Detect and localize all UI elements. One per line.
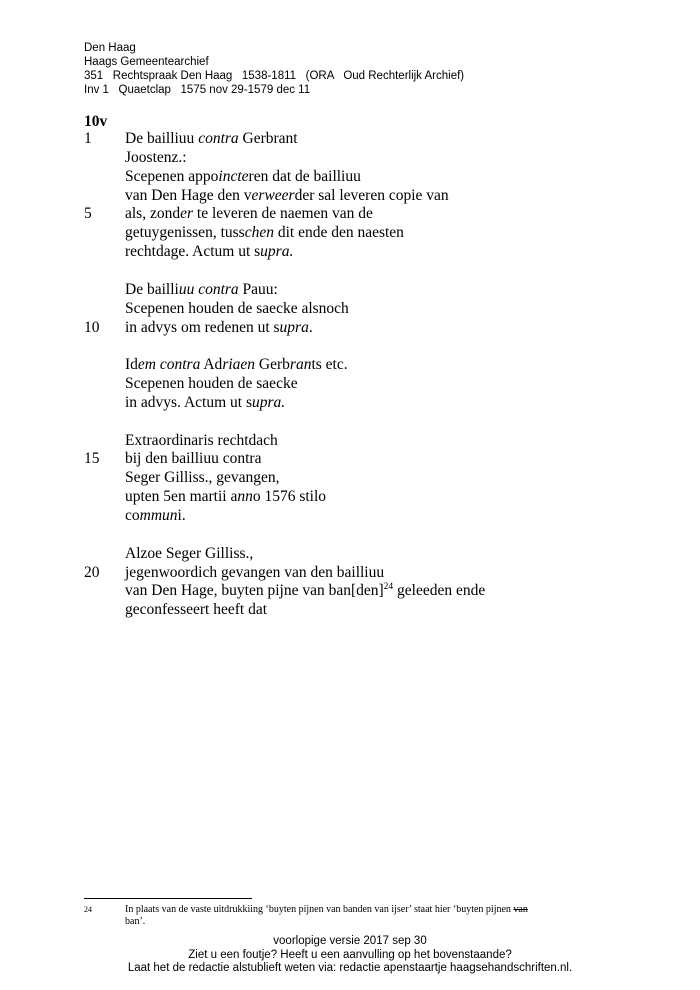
footnote-struck-word: van <box>513 904 528 915</box>
text-segment: upten 5en martii a <box>125 488 238 506</box>
line-number: 20 <box>84 563 100 581</box>
expanded-abbreviation: incte <box>218 167 249 185</box>
text-segment: ren dat de bailliuu <box>248 167 361 185</box>
text-segment: getuygenissen, tuss <box>125 224 245 242</box>
line-text <box>125 432 278 450</box>
text-segment: bij den bailliuu contra <box>125 450 262 468</box>
transcription-line <box>0 130 700 149</box>
text-segment: dit ende den naesten <box>273 224 404 242</box>
line-text <box>125 469 280 487</box>
line-text <box>125 394 285 412</box>
text-segment: co <box>125 507 140 524</box>
transcription-line <box>0 337 700 356</box>
text-segment: Extraordinaris rechtdach <box>125 431 278 449</box>
folio-label: 10v <box>84 113 108 130</box>
text-segment: als, zond <box>125 205 181 223</box>
line-text <box>125 356 348 374</box>
transcription-line <box>0 564 700 583</box>
text-segment: Scepenen houden de saecke <box>125 375 298 393</box>
text-segment: jegenwoordich gevangen van den bailliuu <box>125 563 385 581</box>
line-text <box>125 545 253 563</box>
footnote-text-end: ban’. <box>125 916 146 927</box>
transcription-line <box>0 356 700 375</box>
text-segment: in advys. Actum ut s <box>125 393 253 411</box>
text-segment: Gerb <box>255 356 290 374</box>
text-segment: o 1576 stilo <box>252 488 327 506</box>
footnote-text-main: In plaats van de vaste uitdrukkiing ‘buyten pijnen van banden van ijser’ staat hier ‘buyten pijnen <box>125 904 514 915</box>
expanded-abbreviation: nn <box>237 488 253 506</box>
line-text <box>125 507 186 525</box>
transcription-line <box>0 507 700 526</box>
transcription-line <box>0 469 700 488</box>
transcription-line <box>0 394 700 413</box>
line-number: 1 <box>84 130 92 147</box>
line-text <box>125 205 373 223</box>
footnote-reference: 24 <box>383 582 394 593</box>
line-text <box>125 243 293 261</box>
text-segment: Gerbrant <box>238 130 298 147</box>
line-text <box>125 601 267 619</box>
expanded-abbreviation: chen <box>244 224 274 242</box>
transcription-line <box>0 545 700 564</box>
text-segment: geleeden ende <box>393 582 486 600</box>
text-segment: Pauu: <box>238 280 278 298</box>
expanded-abbreviation: riaen <box>222 356 256 374</box>
expanded-abbreviation: erweer <box>251 186 295 204</box>
footer-contact: Laat het de redactie alstublieft weten via: redactie apenstaartje haagsehandschriften.nl. <box>127 962 573 974</box>
transcription-line <box>0 526 700 545</box>
text-segment: geconfesseert heeft dat <box>125 601 268 619</box>
text-segment: Ad <box>200 356 223 374</box>
expanded-abbreviation: upra <box>279 318 309 336</box>
text-segment: Scepenen appo <box>125 167 219 185</box>
line-number: 10 <box>84 318 100 336</box>
transcription-line <box>0 450 700 469</box>
transcription-line <box>0 187 700 206</box>
text-segment: Joostenz.: <box>125 148 187 166</box>
line-text <box>125 564 384 582</box>
expanded-abbreviation: mmun <box>139 507 178 524</box>
transcription-line <box>0 149 700 168</box>
transcription-line <box>0 488 700 507</box>
expanded-abbreviation: upra. <box>260 243 294 261</box>
transcription-line <box>0 168 700 187</box>
line-text <box>125 582 485 600</box>
transcription-line <box>0 300 700 319</box>
transcription-line <box>0 582 700 601</box>
expanded-abbreviation: em contra <box>137 356 201 374</box>
line-text <box>125 130 298 148</box>
line-text <box>125 187 449 205</box>
expanded-abbreviation: uu contra <box>178 280 239 298</box>
line-text <box>125 450 261 468</box>
footnote-divider <box>84 898 252 899</box>
expanded-abbreviation: er <box>180 205 194 223</box>
text-segment: te leveren de naemen van de <box>193 205 373 223</box>
footnote-text <box>125 904 610 928</box>
footnote-number: 24 <box>84 905 92 914</box>
transcription-line <box>0 262 700 281</box>
expanded-abbreviation: upra. <box>252 393 286 411</box>
line-text <box>125 300 349 318</box>
header-inventory: Inv 1 Quaetclap 1575 nov 29-1579 dec 11 <box>84 84 311 96</box>
text-segment: der sal leveren copie van <box>294 186 449 204</box>
transcription-line <box>0 243 700 262</box>
transcription-line <box>0 601 700 620</box>
line-text <box>125 375 298 393</box>
transcription-line <box>0 432 700 451</box>
text-segment: Scepenen houden de saecke alsnoch <box>125 299 349 317</box>
text-segment: van Den Hage, buyten pijne van ban[den] <box>125 582 384 600</box>
text-segment: De bailli <box>125 280 179 298</box>
text-segment: ts etc. <box>311 356 348 374</box>
transcription-line <box>0 319 700 338</box>
line-text <box>125 488 326 506</box>
text-segment: Id <box>125 356 138 374</box>
expanded-abbreviation: ran <box>289 356 312 374</box>
header-archive: Haags Gemeentearchief <box>84 56 209 68</box>
transcription-line <box>0 375 700 394</box>
document-header <box>84 41 464 97</box>
header-city: Den Haag <box>84 42 136 54</box>
line-number: 15 <box>84 450 100 468</box>
text-segment: De bailliuu <box>125 130 199 147</box>
footer-question: Ziet u een foutje? Heeft u een aanvulling op het bovenstaande? <box>188 949 512 961</box>
line-text <box>125 224 404 242</box>
text-segment: Seger Gilliss., gevangen, <box>125 469 280 487</box>
line-text <box>125 168 361 186</box>
transcription-line <box>0 224 700 243</box>
text-segment: . <box>308 318 313 336</box>
transcription-line <box>0 205 700 224</box>
text-segment: in advys om redenen ut s <box>125 318 280 336</box>
line-text <box>125 319 313 337</box>
text-segment: Alzoe Seger Gilliss., <box>125 544 254 562</box>
text-segment: i. <box>177 507 186 524</box>
text-segment: rechtdage. Actum ut s <box>125 243 261 261</box>
transcription-line <box>0 413 700 432</box>
text-segment: van Den Hage den v <box>125 186 252 204</box>
line-text <box>125 149 187 167</box>
line-number: 5 <box>84 205 92 223</box>
footer-version: voorlopige versie 2017 sep 30 <box>273 935 427 947</box>
expanded-abbreviation: contra <box>198 130 239 147</box>
header-collection: 351 Rechtspraak Den Haag 1538-1811 (ORA Oud Rechterlijk Archief) <box>84 70 465 82</box>
transcription-line <box>0 281 700 300</box>
line-text <box>125 281 278 299</box>
